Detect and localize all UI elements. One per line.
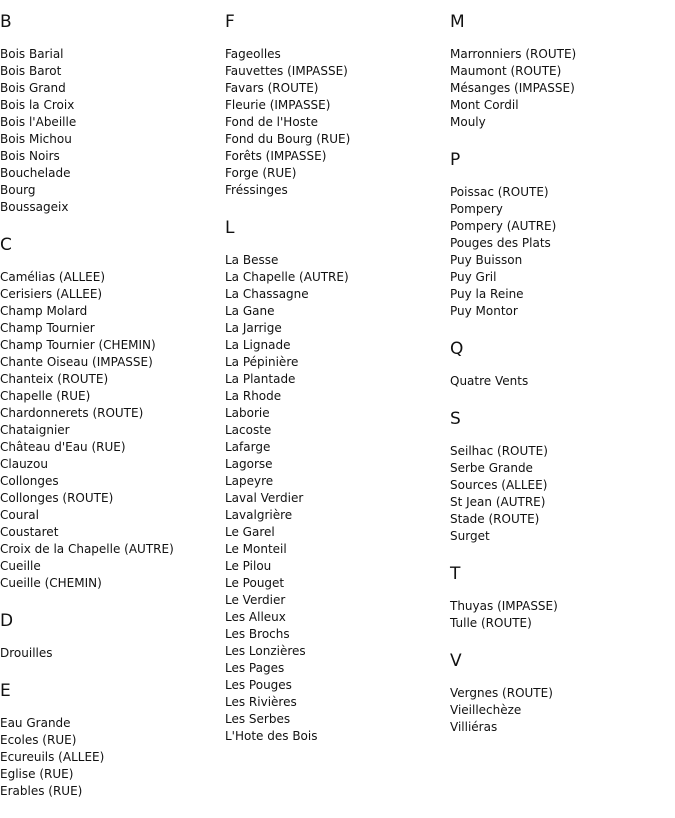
street-list: [0, 645, 220, 662]
street-link[interactable]: Cueille (CHEMIN): [0, 576, 102, 590]
street-list-item: [450, 598, 675, 615]
street-link[interactable]: La Chassagne: [225, 287, 309, 301]
street-link[interactable]: Le Pouget: [225, 576, 285, 590]
street-link[interactable]: Champ Tournier (CHEMIN): [0, 338, 156, 352]
street-list-item: [225, 728, 445, 745]
street-list-item: [0, 783, 220, 800]
street-link[interactable]: Collonges: [0, 474, 59, 488]
letter-group-p: [450, 150, 675, 320]
street-list-item: [0, 490, 220, 507]
street-list-item: [0, 541, 220, 558]
street-list-item: [0, 558, 220, 575]
street-link[interactable]: Lafarge: [225, 440, 271, 454]
street-link[interactable]: Fageolles: [225, 47, 281, 61]
street-list-item: [225, 541, 445, 558]
street-list-item: [0, 575, 220, 592]
street-link[interactable]: Eau Grande: [0, 716, 71, 730]
street-list-item: [450, 201, 675, 218]
street-list: [450, 184, 675, 320]
street-link[interactable]: Bouchelade: [0, 166, 71, 180]
street-link[interactable]: La Chapelle (AUTRE): [225, 270, 349, 284]
street-list-item: [225, 626, 445, 643]
street-link[interactable]: Forge (RUE): [225, 166, 297, 180]
street-list-item: [0, 63, 220, 80]
letter-heading: D: [0, 611, 14, 631]
street-link[interactable]: Ecoles (RUE): [0, 733, 77, 747]
street-link[interactable]: Surget: [450, 529, 490, 543]
street-list-item: [0, 199, 220, 216]
street-link[interactable]: La Lignade: [225, 338, 291, 352]
letter-heading: M: [450, 12, 465, 32]
street-list-item: [450, 252, 675, 269]
street-list-item: [0, 269, 220, 286]
street-list-item: [450, 702, 675, 719]
street-link[interactable]: L'Hote des Bois: [225, 729, 318, 743]
street-list-item: [225, 439, 445, 456]
street-link[interactable]: La Rhode: [225, 389, 282, 403]
street-list-item: [0, 114, 220, 131]
street-list: [0, 269, 220, 592]
street-link[interactable]: Villiéras: [450, 720, 498, 734]
street-list: [225, 46, 445, 199]
street-link[interactable]: Puy Gril: [450, 270, 497, 284]
street-link[interactable]: Collonges (ROUTE): [0, 491, 114, 505]
street-link[interactable]: Eglise (RUE): [0, 767, 74, 781]
index-column-1: [0, 12, 220, 800]
street-link[interactable]: Serbe Grande: [450, 461, 533, 475]
street-list-item: [450, 685, 675, 702]
street-link[interactable]: Chardonnerets (ROUTE): [0, 406, 144, 420]
street-link[interactable]: Bois Barot: [0, 64, 62, 78]
street-link[interactable]: La Plantade: [225, 372, 296, 386]
street-link[interactable]: Chanteix (ROUTE): [0, 372, 109, 386]
street-list-item: [450, 269, 675, 286]
street-list-item: [0, 286, 220, 303]
letter-group-v: [450, 651, 675, 736]
street-list-item: [0, 303, 220, 320]
street-link[interactable]: Forêts (IMPASSE): [225, 149, 327, 163]
street-list-item: [225, 320, 445, 337]
street-list-item: [225, 507, 445, 524]
street-list-item: [0, 165, 220, 182]
street-link[interactable]: Cueille: [0, 559, 41, 573]
street-link[interactable]: Laval Verdier: [225, 491, 304, 505]
street-list-item: [225, 354, 445, 371]
street-list-item: [225, 643, 445, 660]
street-link[interactable]: Les Serbes: [225, 712, 291, 726]
street-link[interactable]: Mont Cordil: [450, 98, 519, 112]
street-link[interactable]: Coural: [0, 508, 39, 522]
street-list-item: [450, 477, 675, 494]
street-link[interactable]: La Gane: [225, 304, 275, 318]
street-list: [0, 715, 220, 800]
street-list-item: [225, 694, 445, 711]
letter-heading: E: [0, 681, 11, 701]
street-link[interactable]: Champ Tournier: [0, 321, 95, 335]
street-link[interactable]: Camélias (ALLEE): [0, 270, 105, 284]
letter-group-c: [0, 235, 220, 592]
letter-group-d: [0, 611, 220, 662]
street-link[interactable]: Maumont (ROUTE): [450, 64, 562, 78]
street-list-item: [225, 252, 445, 269]
street-link[interactable]: Bois Noirs: [0, 149, 60, 163]
index-column-2: [225, 12, 445, 745]
street-list-item: [0, 422, 220, 439]
street-list-item: [0, 320, 220, 337]
index-column-3: [450, 12, 675, 736]
street-link[interactable]: La Besse: [225, 253, 279, 267]
street-link[interactable]: Bois la Croix: [0, 98, 75, 112]
street-list-item: [450, 218, 675, 235]
street-list: [0, 46, 220, 216]
street-list-item: [225, 269, 445, 286]
street-link[interactable]: Marronniers (ROUTE): [450, 47, 577, 61]
street-link[interactable]: La Jarrige: [225, 321, 282, 335]
street-list-item: [0, 46, 220, 63]
street-link[interactable]: Les Lonzières: [225, 644, 306, 658]
street-list-item: [225, 558, 445, 575]
street-link[interactable]: Lagorse: [225, 457, 273, 471]
street-link[interactable]: Le Garel: [225, 525, 275, 539]
street-link[interactable]: Lavalgrière: [225, 508, 293, 522]
street-link[interactable]: Puy Buisson: [450, 253, 523, 267]
street-link[interactable]: Le Monteil: [225, 542, 287, 556]
street-link[interactable]: Bois Michou: [0, 132, 72, 146]
street-list-item: [225, 473, 445, 490]
street-list-item: [450, 114, 675, 131]
street-list-item: [225, 660, 445, 677]
street-list-item: [225, 303, 445, 320]
street-link[interactable]: Poissac (ROUTE): [450, 185, 549, 199]
street-link[interactable]: Fréssinges: [225, 183, 288, 197]
street-link[interactable]: Les Alleux: [225, 610, 286, 624]
street-list-item: [450, 303, 675, 320]
street-list: [450, 598, 675, 632]
street-link[interactable]: Pouges des Plats: [450, 236, 551, 250]
street-list-item: [225, 456, 445, 473]
street-list-item: [0, 473, 220, 490]
street-list-item: [225, 165, 445, 182]
street-list-item: [225, 422, 445, 439]
street-list-item: [450, 63, 675, 80]
street-list-item: [225, 182, 445, 199]
street-list-item: [450, 719, 675, 736]
letter-heading: S: [450, 409, 461, 429]
street-list-item: [225, 80, 445, 97]
street-link[interactable]: Bourg: [0, 183, 36, 197]
street-link[interactable]: Clauzou: [0, 457, 48, 471]
street-list-item: [225, 148, 445, 165]
street-list-item: [0, 507, 220, 524]
street-list-item: [450, 528, 675, 545]
street-list: [450, 46, 675, 131]
street-list-item: [450, 97, 675, 114]
street-link[interactable]: Vieillechèze: [450, 703, 522, 717]
letter-heading: Q: [450, 339, 464, 359]
street-link[interactable]: Le Pilou: [225, 559, 272, 573]
street-list-item: [0, 732, 220, 749]
street-link[interactable]: Les Rivières: [225, 695, 297, 709]
street-link[interactable]: Lacoste: [225, 423, 272, 437]
street-link[interactable]: Le Verdier: [225, 593, 286, 607]
street-list-item: [0, 80, 220, 97]
street-list-item: [225, 711, 445, 728]
street-link[interactable]: Bois l'Abeille: [0, 115, 77, 129]
letter-group-e: [0, 681, 220, 800]
letter-heading: B: [0, 12, 12, 32]
street-link[interactable]: Bois Grand: [0, 81, 66, 95]
street-link[interactable]: La Pépinière: [225, 355, 299, 369]
street-link[interactable]: Drouilles: [0, 646, 53, 660]
street-list-item: [225, 371, 445, 388]
letter-heading: P: [450, 150, 461, 170]
street-link[interactable]: Quatre Vents: [450, 374, 529, 388]
street-list-item: [225, 490, 445, 507]
street-list-item: [450, 80, 675, 97]
letter-group-s: [450, 409, 675, 545]
street-list-item: [0, 354, 220, 371]
street-link[interactable]: Mésanges (IMPASSE): [450, 81, 575, 95]
street-list-item: [0, 405, 220, 422]
street-list-item: [225, 592, 445, 609]
letter-group-t: [450, 564, 675, 632]
street-link[interactable]: Seilhac (ROUTE): [450, 444, 548, 458]
street-list-item: [450, 46, 675, 63]
street-link[interactable]: Puy la Reine: [450, 287, 524, 301]
street-link[interactable]: Thuyas (IMPASSE): [450, 599, 558, 613]
street-list-item: [225, 114, 445, 131]
street-link[interactable]: St Jean (AUTRE): [450, 495, 546, 509]
street-list-item: [225, 286, 445, 303]
street-link[interactable]: Les Pages: [225, 661, 285, 675]
street-list: [450, 443, 675, 545]
street-link[interactable]: Sources (ALLEE): [450, 478, 548, 492]
street-list-item: [0, 182, 220, 199]
street-list-item: [225, 63, 445, 80]
street-link[interactable]: Cerisiers (ALLEE): [0, 287, 103, 301]
street-list-item: [225, 575, 445, 592]
street-list-item: [225, 97, 445, 114]
letter-group-f: [225, 12, 445, 199]
street-list: [450, 373, 675, 390]
street-list-item: [225, 609, 445, 626]
street-link[interactable]: Stade (ROUTE): [450, 512, 540, 526]
street-link[interactable]: Pompery: [450, 202, 503, 216]
street-list: [450, 685, 675, 736]
street-link[interactable]: Pompery (AUTRE): [450, 219, 557, 233]
street-link[interactable]: Mouly: [450, 115, 486, 129]
street-list-item: [450, 615, 675, 632]
street-link[interactable]: Fleurie (IMPASSE): [225, 98, 331, 112]
street-link[interactable]: Bois Barial: [0, 47, 64, 61]
street-list-item: [450, 443, 675, 460]
street-link[interactable]: Les Brochs: [225, 627, 290, 641]
street-link[interactable]: Fond du Bourg (RUE): [225, 132, 351, 146]
street-list-item: [0, 749, 220, 766]
street-list-item: [225, 46, 445, 63]
street-list-item: [225, 524, 445, 541]
street-list-item: [0, 97, 220, 114]
street-list-item: [450, 511, 675, 528]
street-list-item: [225, 388, 445, 405]
letter-group-m: [450, 12, 675, 131]
letter-heading: L: [225, 218, 235, 238]
street-link[interactable]: Laborie: [225, 406, 270, 420]
street-list-item: [0, 388, 220, 405]
letter-heading: T: [450, 564, 461, 584]
street-list-item: [0, 371, 220, 388]
street-list-item: [450, 184, 675, 201]
street-link[interactable]: Coustaret: [0, 525, 59, 539]
street-list-item: [0, 766, 220, 783]
street-list-item: [0, 439, 220, 456]
street-link[interactable]: Lapeyre: [225, 474, 274, 488]
street-link[interactable]: Puy Montor: [450, 304, 518, 318]
street-list-item: [0, 337, 220, 354]
letter-heading: C: [0, 235, 12, 255]
letter-heading: F: [225, 12, 235, 32]
street-link[interactable]: Erables (RUE): [0, 784, 83, 798]
street-list-item: [450, 460, 675, 477]
street-link[interactable]: Chapelle (RUE): [0, 389, 91, 403]
street-list-item: [0, 456, 220, 473]
street-link[interactable]: Château d'Eau (RUE): [0, 440, 126, 454]
street-link[interactable]: Chante Oiseau (IMPASSE): [0, 355, 153, 369]
letter-group-q: [450, 339, 675, 390]
street-link[interactable]: Vergnes (ROUTE): [450, 686, 553, 700]
letter-heading: V: [450, 651, 462, 671]
street-list-item: [0, 131, 220, 148]
letter-group-b: [0, 12, 220, 216]
street-list-item: [225, 337, 445, 354]
street-link[interactable]: Tulle (ROUTE): [450, 616, 532, 630]
street-link[interactable]: Boussageix: [0, 200, 69, 214]
street-list-item: [0, 715, 220, 732]
street-link[interactable]: Les Pouges: [225, 678, 292, 692]
street-link[interactable]: Fauvettes (IMPASSE): [225, 64, 348, 78]
street-link[interactable]: Croix de la Chapelle (AUTRE): [0, 542, 174, 556]
street-link[interactable]: Champ Molard: [0, 304, 88, 318]
street-link[interactable]: Fond de l'Hoste: [225, 115, 319, 129]
street-list-item: [0, 148, 220, 165]
street-list-item: [0, 645, 220, 662]
street-list-item: [0, 524, 220, 541]
street-list-item: [450, 286, 675, 303]
street-link[interactable]: Ecureuils (ALLEE): [0, 750, 105, 764]
street-list-item: [225, 131, 445, 148]
street-list-item: [450, 235, 675, 252]
street-list-item: [450, 494, 675, 511]
street-link[interactable]: Chataignier: [0, 423, 70, 437]
street-list-item: [225, 405, 445, 422]
street-list-item: [450, 373, 675, 390]
street-list: [225, 252, 445, 745]
letter-group-l: [225, 218, 445, 745]
street-list-item: [225, 677, 445, 694]
street-link[interactable]: Favars (ROUTE): [225, 81, 319, 95]
